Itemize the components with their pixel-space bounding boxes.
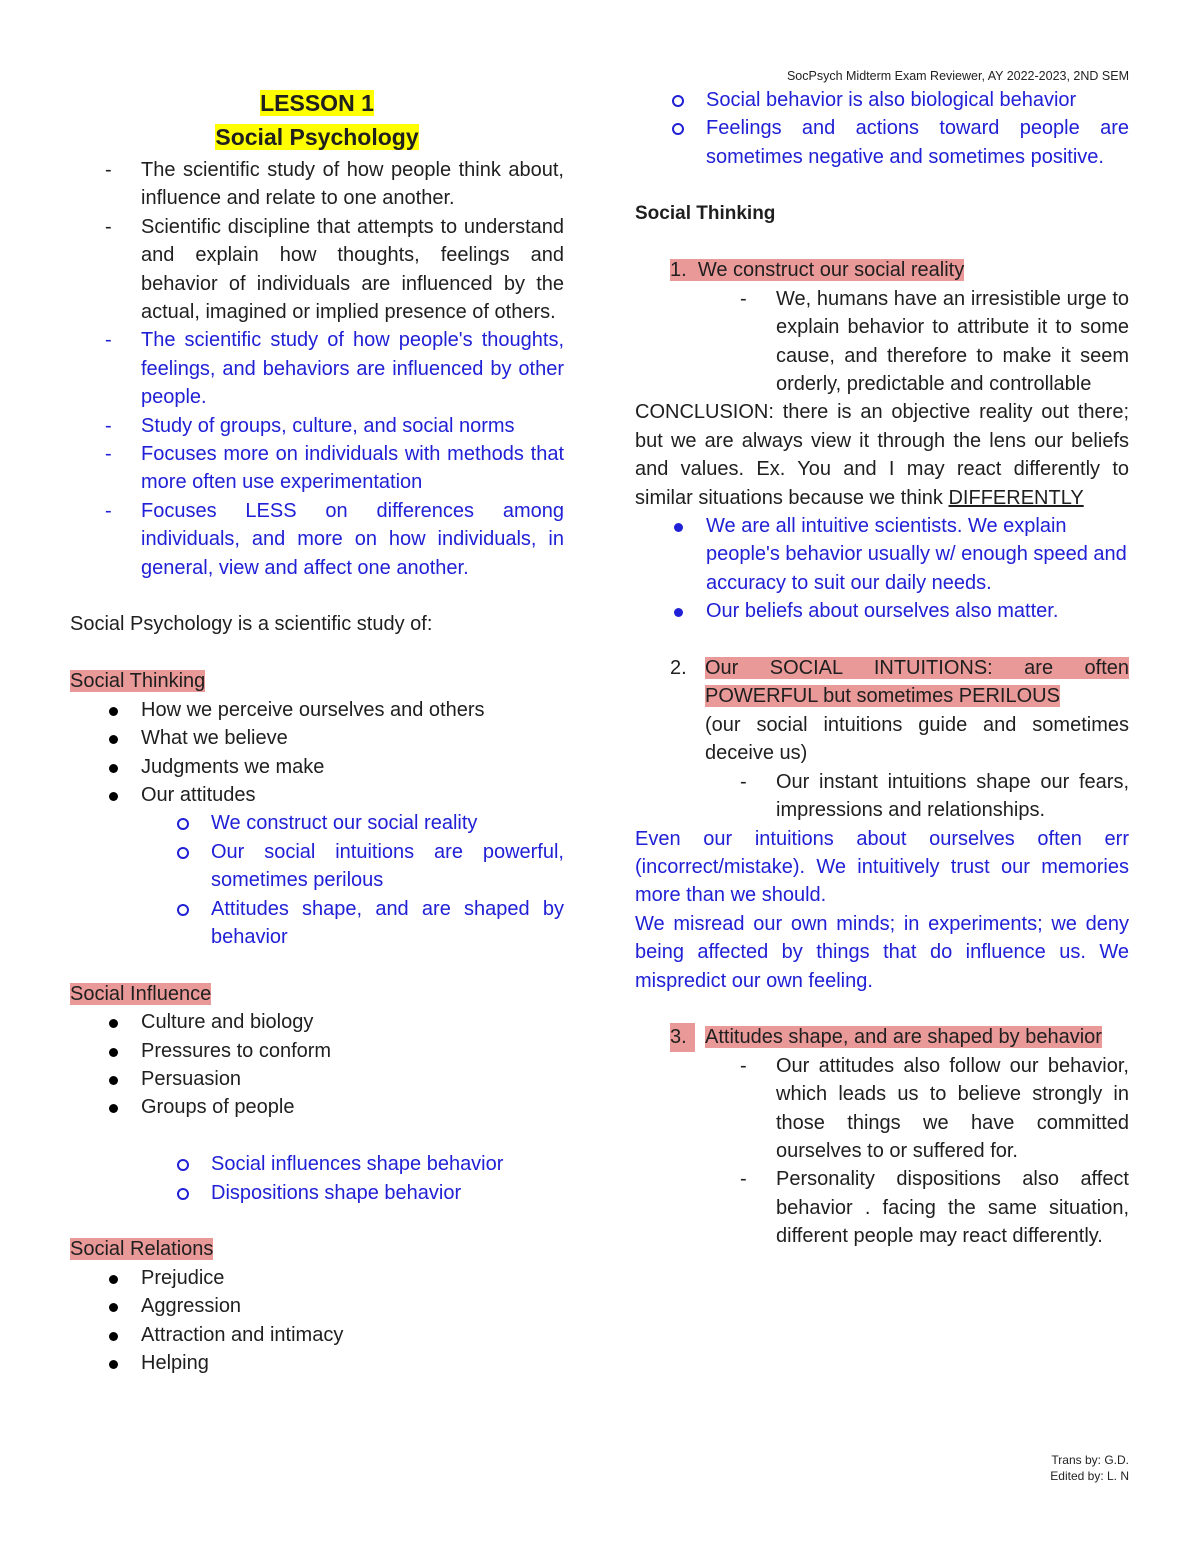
item-title: Our SOCIAL INTUITIONS: are often POWERFUL but sometimes PERILOUS [705,657,1129,708]
list-item: Persuasion [70,1065,564,1093]
definition-list [70,156,564,582]
list-item: Our attitudes [70,781,564,809]
list-item: Social behavior is also biological behavior [565,86,1129,114]
page-header: SocPsych Midterm Exam Reviewer, AY 2022-2023, 2ND SEM [786,69,1129,83]
item-number: 2. [670,657,687,680]
definition-text: The scientific study of how people's thoughts, feelings, and behaviors are influenced by other people. [141,329,564,409]
definition-text: Focuses more on individuals with methods that more often use experimentation [141,443,564,494]
conclusion-bullets [635,512,1129,626]
definition-text: Study of groups, culture, and social norms [141,414,515,437]
list-item: - The scientific study of how people think about, influence and relate to one another. [105,159,564,210]
social-influence-list [70,1008,564,1122]
list-item: - The scientific study of how people's thoughts, feelings, and behaviors are influenced by other people. [105,329,564,409]
list-item: Groups of people [70,1093,564,1121]
list-item: Our beliefs about ourselves also matter. [635,597,1129,625]
list-item: Social influences shape behavior [70,1150,564,1178]
social-thinking-list [70,696,564,810]
subject-label: Social Psychology [215,124,419,150]
list-item: Attraction and intimacy [70,1321,564,1349]
section-heading [70,1235,564,1263]
list-item: - Our attitudes also follow our behavior, which leads us to believe strongly in those things we have committed ourselves to or suffered for. [740,1054,1129,1162]
social-relations-list [70,1264,564,1378]
list-item: - Study of groups, culture, and social norms [105,414,515,437]
definition-text: Scientific discipline that attempts to understand and explain how thoughts, feelings and behavior of individuals are influenced by the actual, imagined or implied presence of others. [141,215,564,324]
list-item: Judgments we make [70,753,564,781]
social-thinking-title: Social Thinking [635,202,776,224]
item-3-dash-list [705,1052,1129,1251]
list-item: - Our instant intuitions shape our fears, impressions and relationships. [740,770,1129,822]
list-item: Helping [70,1349,564,1377]
right-column [635,86,1129,1251]
item-2-dash-list [705,768,1129,825]
item-title: Attitudes shape, and are shaped by behavior [705,1026,1102,1049]
item-number: 3. [670,1023,695,1051]
list-item: Culture and biology [70,1008,564,1036]
list-item: - We, humans have an irresistible urge to explain behavior to attribute it to some cause, and therefore to make it seem orderly, predictable and controllable [740,287,1129,396]
list-item: We are all intuitive scientists. We explain people's behavior usually w/ enough speed and accuracy to suit our daily needs. [635,512,1129,597]
subject-title [70,120,564,154]
list-item: Dispositions shape behavior [70,1179,564,1207]
social-thinking-sublist [70,809,564,951]
social-influence-sublist [70,1150,564,1207]
footer-edited: Edited by: L. N [1050,1469,1129,1483]
list-item: Pressures to conform [70,1037,564,1065]
item-1-dash-list [635,285,1129,399]
list-item: Attitudes shape, and are shaped by behavior [70,895,564,952]
item-number: 1. [670,259,687,282]
conclusion-underlined: DIFFERENTLY [948,486,1084,509]
intro-text: Social Psychology is a scientific study of: [70,613,433,636]
list-item: Prejudice [70,1264,564,1292]
social-thinking-heading: Social Thinking [70,670,206,693]
numbered-item-3 [635,1023,1129,1250]
item-title: We construct our social reality [697,259,965,282]
page-footer [1050,1452,1129,1484]
item-note: (our social intuitions guide and sometimes deceive us) [705,713,1129,765]
list-item: - Personality dispositions also affect behavior . facing the same situation, different people may react differently. [740,1168,1129,1248]
intuition-paragraph: Even our intuitions about ourselves often err (incorrect/mistake). We intuitively trust our memories more than we should. [635,827,1129,907]
section-heading [70,667,564,695]
definition-text: Focuses LESS on differences among individuals, and more on how individuals, in general, view and affect one another. [141,499,564,579]
numbered-item-2 [635,654,1129,824]
list-item: - Scientific discipline that attempts to understand and explain how thoughts, feelings and behavior of individuals are influenced by the actual, imagined or implied presence of others. [105,215,564,324]
misread-paragraph: We misread our own minds; in experiments; we deny being affected by things that do influence us. We mispredict our own feeling. [635,912,1129,992]
list-item: Our social intuitions are powerful, sometimes perilous [70,838,564,895]
list-item: How we perceive ourselves and others [70,696,564,724]
footer-trans: Trans by: G.D. [1051,1453,1129,1467]
list-item: What we believe [70,724,564,752]
lesson-title [70,86,564,120]
list-item: We construct our social reality [70,809,564,837]
list-item: - Focuses more on individuals with methods that more often use experimentation [105,443,564,494]
list-item: - Focuses LESS on differences among individuals, and more on how individuals, in general, view and affect one another. [105,499,564,579]
list-item: Feelings and actions toward people are sometimes negative and sometimes positive. [565,114,1129,171]
list-item: Aggression [70,1292,564,1320]
section-heading [70,980,564,1008]
social-relations-heading: Social Relations [70,1238,214,1261]
left-column [70,86,564,1377]
social-influence-heading: Social Influence [70,982,212,1005]
lesson-label: LESSON 1 [260,90,374,116]
numbered-item-1 [635,256,1129,284]
conclusion-text: CONCLUSION: there is an objective reality out there; but we are always view it through the lens our beliefs and values. Ex. You and I may react differently to similar situations because we think DIFFERENTLY [635,401,1129,509]
biology-sublist [565,86,1129,171]
definition-text: The scientific study of how people think about, influence and relate to one another. [141,159,564,210]
